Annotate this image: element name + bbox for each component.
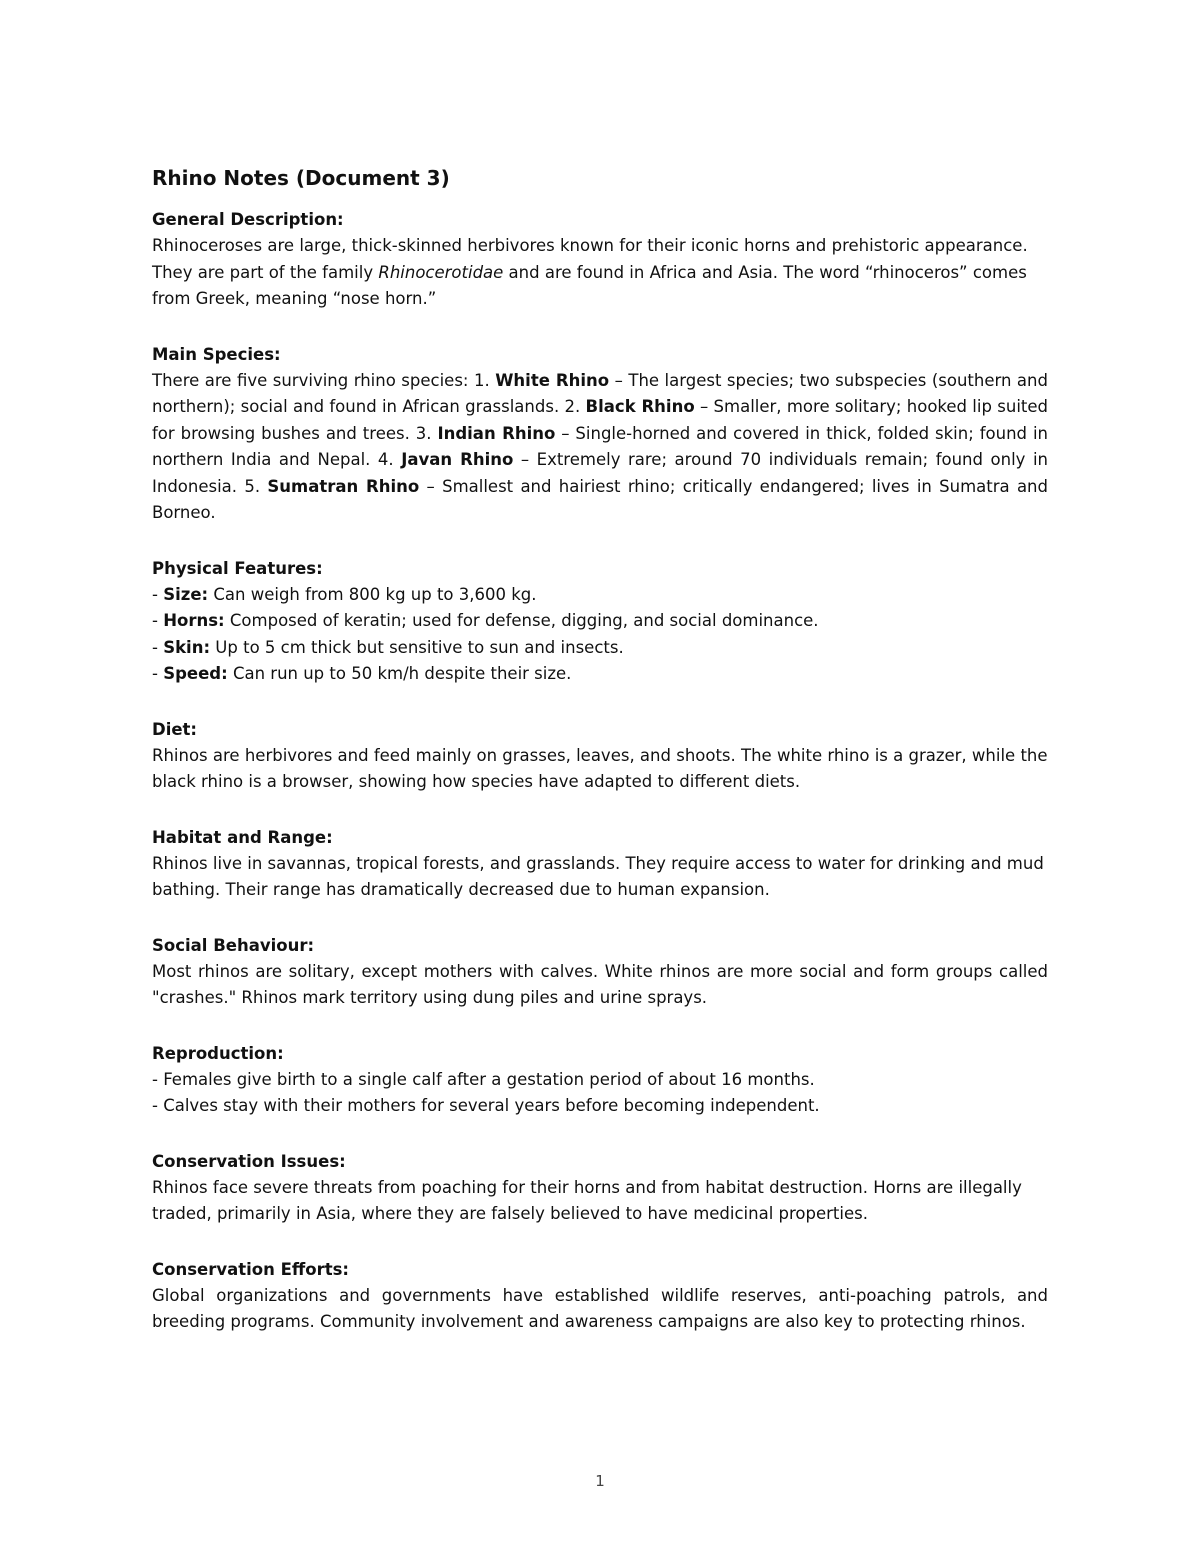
paragraph-text: and are found in Africa and Asia. The word “rhinoceros” comes from Greek, meaning “nose horn.”	[152, 262, 1027, 308]
section-diet	[152, 716, 1048, 796]
feature-label: Horns:	[163, 611, 225, 630]
section-heading: Conservation Issues:	[152, 1151, 346, 1171]
feature-text: Can run up to 50 km/h despite their size.	[227, 664, 572, 683]
paragraph-text: There are five surviving rhino species: 1.	[152, 370, 496, 390]
species-description: – Extremely rare; around 70 individuals remain; found only in Indonesia. 5.	[152, 450, 1048, 496]
species-description: – The largest species; two subspecies (southern and northern); social and found in African grasslands. 2.	[152, 370, 1048, 416]
section-heading: Social Behaviour:	[152, 935, 315, 955]
section-social-behaviour	[152, 932, 1048, 1012]
section-heading: Conservation Efforts:	[152, 1259, 350, 1279]
family-name: Rhinocerotidae	[378, 262, 504, 282]
species-name: Javan Rhino	[401, 450, 514, 469]
section-heading: Diet:	[152, 719, 198, 739]
species-name: Black Rhino	[585, 397, 695, 416]
list-item: - Speed: Can run up to 50 km/h despite their size.	[152, 664, 572, 683]
section-paragraph: Rhinos are herbivores and feed mainly on grasses, leaves, and shoots. The white rhino is a grazer, while the black rhino is a browser, showing how species have adapted to different diets.	[152, 745, 1048, 791]
section-heading: General Description:	[152, 210, 344, 229]
section-paragraph: Most rhinos are solitary, except mothers with calves. White rhinos are more social and form groups called "crashes." Rhinos mark territory using dung piles and urine sprays.	[152, 961, 1048, 1007]
section-conservation-efforts	[152, 1256, 1048, 1336]
feature-label: Size:	[163, 584, 209, 604]
paragraph-text: Rhinoceroses are large, thick-skinned herbivores known for their iconic horns and prehistoric appearance. They are part of the family	[152, 236, 1028, 282]
section-heading: Main Species:	[152, 344, 281, 364]
document-page	[152, 162, 1048, 1364]
section-paragraph: Rhinos live in savannas, tropical forests, and grasslands. They require access to water for drinking and mud bathing. Their range has dramatically decreased due to human expansion.	[152, 853, 1044, 899]
list-item: - Horns: Composed of keratin; used for defense, digging, and social dominance.	[152, 611, 819, 630]
section-physical-features	[152, 555, 1048, 688]
section-paragraph	[152, 233, 1048, 313]
section-heading: Reproduction:	[152, 1043, 284, 1063]
section-main-species	[152, 341, 1048, 527]
feature-text: Can weigh from 800 kg up to 3,600 kg.	[208, 584, 537, 604]
list-item: - Size: Can weigh from 800 kg up to 3,600 kg.	[152, 584, 537, 604]
list-item: - Skin: Up to 5 cm thick but sensitive to sun and insects.	[152, 637, 624, 657]
section-general-description	[152, 206, 1048, 313]
section-paragraph: Rhinos face severe threats from poaching for their horns and from habitat destruction. Horns are illegally traded, primarily in Asia, where they are falsely believed to have medicinal properties.	[152, 1177, 1022, 1223]
section-habitat-range	[152, 824, 1048, 904]
section-reproduction	[152, 1040, 1048, 1120]
list-item: - Calves stay with their mothers for several years before becoming independent.	[152, 1096, 820, 1115]
species-name: White Rhino	[495, 370, 610, 390]
document-title: Rhino Notes (Document 3)	[152, 166, 450, 190]
feature-text: Up to 5 cm thick but sensitive to sun and insects.	[210, 637, 624, 657]
species-description: – Smaller, more solitary; hooked lip suited for browsing bushes and trees. 3.	[152, 397, 1048, 443]
feature-label: Speed:	[163, 664, 228, 683]
list-item: - Females give birth to a single calf after a gestation period of about 16 months.	[152, 1069, 815, 1089]
section-paragraph	[152, 368, 1048, 527]
species-description: – Single-horned and covered in thick, folded skin; found in northern India and Nepal. 4.	[152, 423, 1048, 469]
species-name: Sumatran Rhino	[267, 476, 420, 496]
section-conservation-issues	[152, 1148, 1048, 1228]
feature-label: Skin:	[163, 637, 211, 657]
species-description: – Smallest and hairiest rhino; critically endangered; lives in Sumatra and Borneo.	[152, 476, 1048, 522]
section-heading: Physical Features:	[152, 558, 323, 578]
page-number: 1	[595, 1472, 605, 1490]
feature-text: Composed of keratin; used for defense, digging, and social dominance.	[224, 611, 819, 630]
section-paragraph: Global organizations and governments have established wildlife reserves, anti-poaching patrols, and breeding programs. Community involvement and awareness campaigns are also key to protecting rhinos.	[152, 1285, 1048, 1331]
section-heading: Habitat and Range:	[152, 827, 333, 847]
species-name: Indian Rhino	[437, 423, 556, 443]
